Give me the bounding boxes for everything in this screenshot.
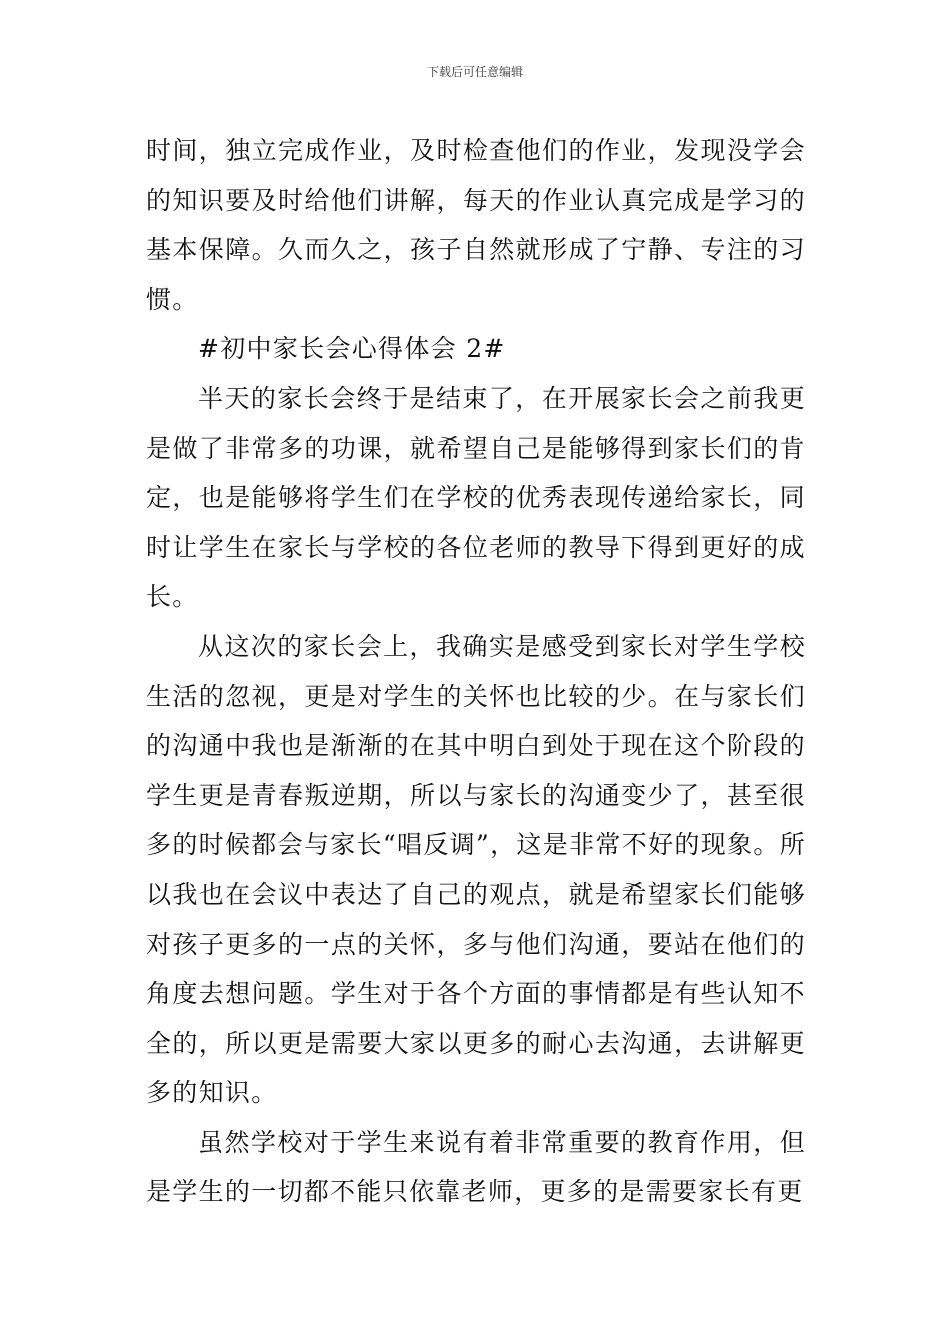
- paragraph: 虽然学校对于学生来说有着非常重要的教育作用，但是学生的一切都不能只依靠老师，更多的是需要家长有更: [146, 1127, 806, 1207]
- paragraph-continued: 时间，独立完成作业，及时检查他们的作业，发现没学会的知识要及时给他们讲解，每天的作业认真完成是学习的基本保障。久而久之，孩子自然就形成了宁静、专注的习惯。: [146, 136, 806, 314]
- section-heading: #初中家长会心得体会 2#: [198, 334, 506, 364]
- document-body: [146, 126, 806, 1217]
- paragraph: 从这次的家长会上，我确实是感受到家长对学生学校生活的忽视，更是对学生的关怀也比较的少。在与家长们的沟通中我也是渐渐的在其中明白到处于现在这个阶段的学生更是青春叛逆期，所以与家长的沟通变少了，甚至很多的时候都会与家长“唱反调”，这是非常不好的现象。所以我也在会议中表达了自己的观点，就是希望家长们能够对孩子更多的一点的关怀，多与他们沟通，要站在他们的角度去想问题。学生对于各个方面的事情都是有些认知不全的，所以更是需要大家以更多的耐心去沟通，去讲解更多的知识。: [146, 631, 806, 1108]
- paragraph: 半天的家长会终于是结束了，在开展家长会之前我更是做了非常多的功课，就希望自己是能够得到家长们的肯定，也是能够将学生们在学校的优秀表现传递给家长，同时让学生在家长与学校的各位老师的教导下得到更好的成长。: [146, 383, 806, 612]
- page-header: 下载后可任意编辑: [426, 65, 523, 79]
